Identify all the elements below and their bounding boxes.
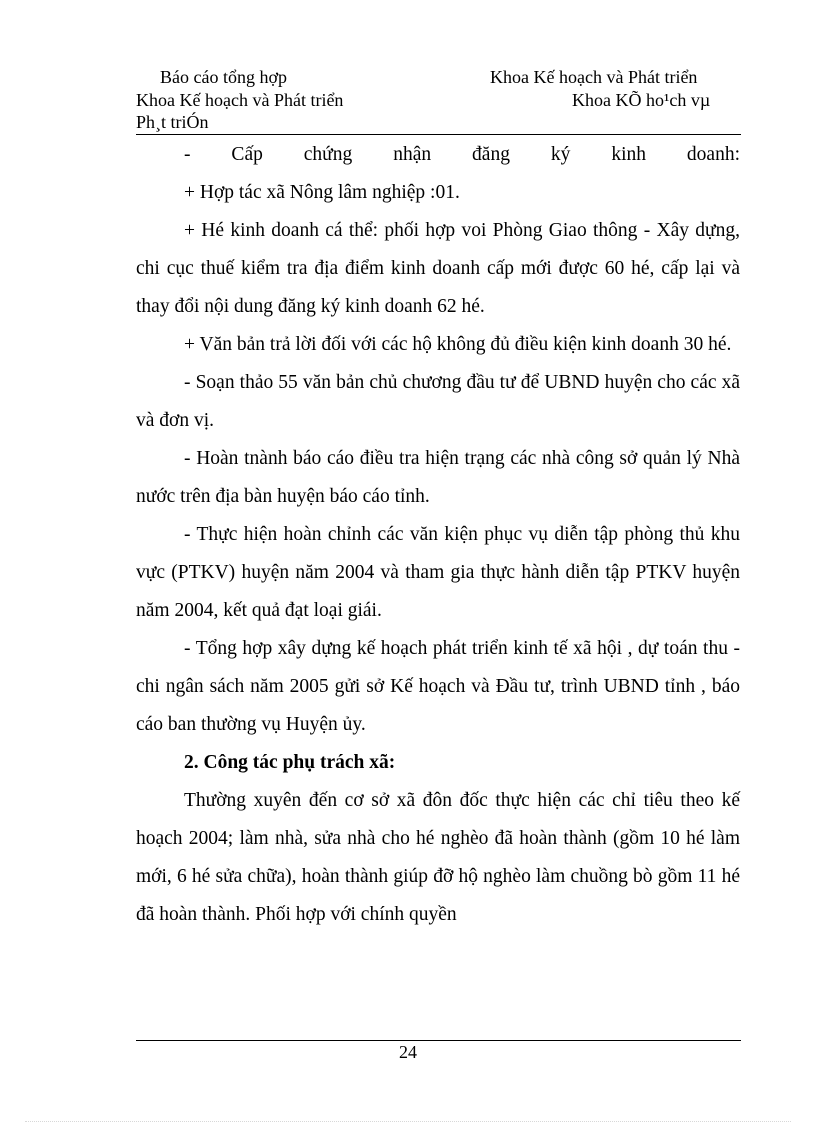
paragraph-drafted-documents: - Soạn thảo 55 văn bản chủ chương đầu tư để UBND huyện cho các xã và đơn vị. (136, 372, 740, 431)
page-number: 24 (399, 1042, 417, 1062)
document-body (136, 136, 740, 934)
header-faculty-name-garbled-continuation: Ph¸t triÓn (136, 112, 209, 132)
section-heading: 2. Công tác phụ trách xã: (184, 752, 396, 773)
paragraph-household-business: + Hé kinh doanh cá thể: phối hợp voi Phòng Giao thông - Xây dựng, chi cục thuế kiểm tra địa điểm kinh doanh cấp mới được 60 hé, cấp lại và thay đổi nội dung đăng ký kinh doanh 62 hé. (136, 220, 740, 317)
header-faculty-name: Khoa Kế hoạch và Phát triển (490, 67, 698, 87)
header-report-title: Báo cáo tổng hợp (160, 67, 287, 87)
paragraph-cooperative: + Hợp tác xã Nông lâm nghiệp :01. (184, 182, 460, 203)
header-divider (136, 134, 741, 135)
header-faculty-name-garbled: Khoa KÕ ho¹ch vµ (572, 90, 711, 110)
paragraph-office-survey: - Hoàn tnành báo cáo điều tra hiện trạng các nhà công sở quản lý Nhà nước trên địa bàn huyện báo cáo tỉnh. (136, 448, 740, 507)
paragraph-commune-work: Thường xuyên đến cơ sở xã đôn đốc thực hiện các chỉ tiêu theo kế hoạch 2004; làm nhà, sửa nhà cho hé nghèo đã hoàn thành (gồm 10 hé làm mới, 6 hé sửa chữa), hoàn thành giúp đỡ hộ nghèo làm chuồng bò gồm 11 hé đã hoàn thành. Phối hợp với chính quyền (136, 790, 740, 925)
paragraph-reply-documents: + Văn bản trả lời đối với các hộ không đủ điều kiện kinh doanh 30 hé. (184, 334, 732, 355)
page-edge-dotted-line (25, 1121, 791, 1122)
paragraph-defense-exercise: - Thực hiện hoàn chỉnh các văn kiện phục vụ diễn tập phòng thủ khu vực (PTKV) huyện năm 2004 và tham gia thực hành diễn tập PTKV huyện năm 2004, kết quả đạt loại giái. (136, 524, 740, 621)
paragraph-business-registration: - Cấp chứng nhận đăng ký kinh doanh: (184, 144, 740, 165)
header-faculty-name-left: Khoa Kế hoạch và Phát triển (136, 90, 344, 110)
paragraph-development-plan: - Tổng hợp xây dựng kế hoạch phát triển kinh tế xã hội , dự toán thu - chi ngân sách năm 2005 gửi sở Kế hoạch và Đầu tư, trình UBND tỉnh , báo cáo ban thường vụ Huyện ủy. (136, 638, 740, 735)
